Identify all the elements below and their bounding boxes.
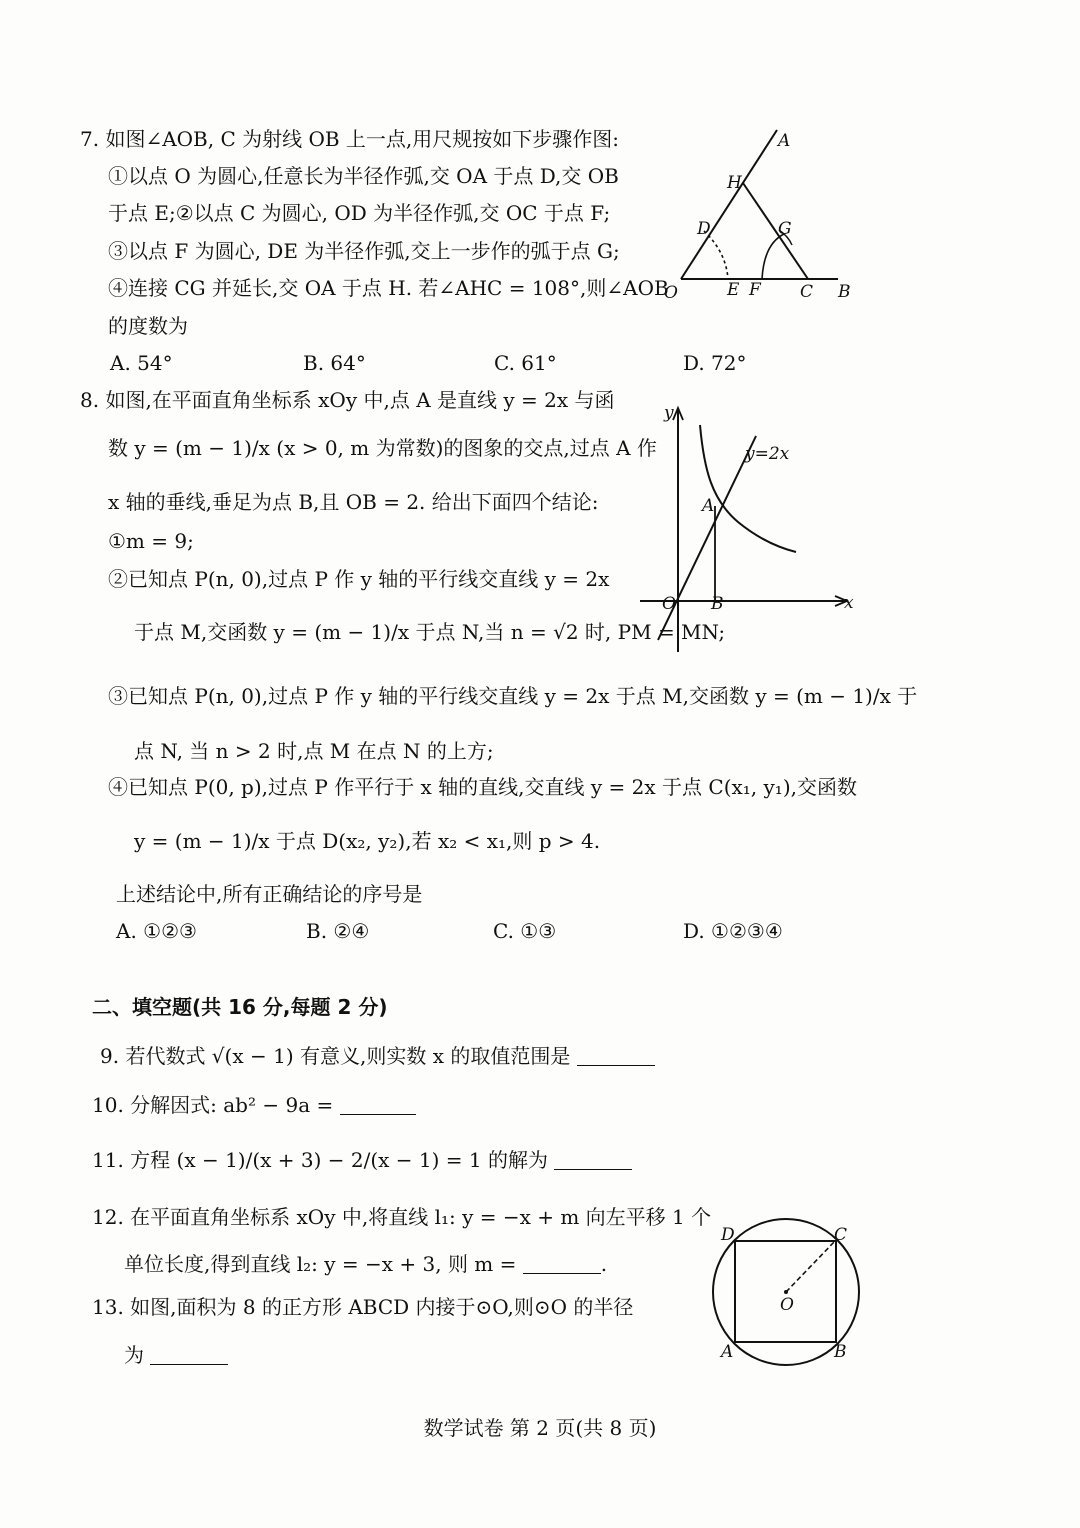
q8-line-9: ④已知点 P(0, p),过点 P 作平行于 x 轴的直线,交直线 y = 2x 于点 C(x₁, y₁),交函数: [108, 775, 857, 799]
radius-oc: [786, 1241, 835, 1292]
label-d: D: [697, 219, 711, 239]
q7-line-1: 7. 如图∠AOB, C 为射线 OB 上一点,用尺规按如下步骤作图:: [80, 127, 620, 151]
q8-line-1: 8. 如图,在平面直角坐标系 xOy 中,点 A 是直线 y = 2x 与函: [80, 388, 615, 412]
q8-option-a: A. ①②③: [116, 919, 197, 943]
q7-option-a: A. 54°: [110, 351, 173, 375]
label-f: F: [749, 280, 761, 300]
label-a: A: [721, 1342, 734, 1362]
q8-line-11: 上述结论中,所有正确结论的序号是: [116, 882, 423, 906]
label-e: E: [727, 280, 740, 300]
q8-line-2: 数 y = (m − 1)/x (x > 0, m 为常数)的图象的交点,过点 A 作: [108, 436, 657, 460]
q8-line-5: ②已知点 P(n, 0),过点 P 作 y 轴的平行线交直线 y = 2x: [108, 567, 610, 591]
label-line: y=2x: [745, 444, 790, 464]
q7-option-d: D. 72°: [683, 351, 747, 375]
q11-text: 11. 方程 (x − 1)/(x + 3) − 2/(x − 1) = 1 的解为: [92, 1148, 548, 1172]
center-o: [784, 1290, 788, 1294]
q8-line-8: 点 N, 当 n > 2 时,点 M 在点 N 的上方;: [134, 739, 494, 763]
q8-line-10: y = (m − 1)/x 于点 D(x₂, y₂),若 x₂ < x₁,则 p > 4.: [134, 829, 601, 853]
q7-line-3: 于点 E;②以点 C 为圆心, OD 为半径作弧,交 OC 于点 F;: [108, 201, 611, 225]
label-c: C: [834, 1225, 848, 1245]
q8-option-b: B. ②④: [306, 919, 370, 943]
q8-line-6: 于点 M,交函数 y = (m − 1)/x 于点 N,当 n = √2 时, PM = MN;: [134, 620, 726, 644]
q10-text: 10. 分解因式: ab² − 9a =: [92, 1093, 334, 1117]
label-c: C: [800, 282, 814, 302]
q7-option-c: C. 61°: [494, 351, 557, 375]
label-o: O: [662, 594, 676, 614]
q12-line-1: 12. 在平面直角坐标系 xOy 中,将直线 l₁: y = −x + m 向左平移 1 个: [92, 1205, 712, 1229]
q13-line-1: 13. 如图,面积为 8 的正方形 ABCD 内接于⊙O,则⊙O 的半径: [92, 1295, 634, 1319]
label-y: y: [664, 403, 674, 423]
q12-text: 单位长度,得到直线 l₂: y = −x + 3, 则 m =: [124, 1252, 517, 1276]
page-footer: 数学试卷 第 2 页(共 8 页): [423, 1416, 657, 1440]
label-o: O: [664, 283, 678, 303]
label-g: G: [778, 219, 792, 239]
q8-option-c: C. ①③: [493, 919, 557, 943]
q13-text: 为: [124, 1343, 144, 1367]
q7-option-b: B. 64°: [303, 351, 366, 375]
q8-option-d: D. ①②③④: [683, 919, 783, 943]
section-2-title: 二、填空题(共 16 分,每题 2 分): [92, 995, 388, 1019]
q7-line-2: ①以点 O 为圆心,任意长为半径作弧,交 OA 于点 D,交 OB: [108, 164, 619, 188]
q8-line-7: ③已知点 P(n, 0),过点 P 作 y 轴的平行线交直线 y = 2x 于点 M,交函数 y = (m − 1)/x 于: [108, 684, 918, 708]
q9-text: 9. 若代数式 √(x − 1) 有意义,则实数 x 的取值范围是: [100, 1044, 571, 1068]
q8-line-3: x 轴的垂线,垂足为点 B,且 OB = 2. 给出下面四个结论:: [108, 490, 599, 514]
label-b: B: [834, 1342, 847, 1362]
q12-line-2: 单位长度,得到直线 l₂: y = −x + 3, 则 m = .: [124, 1252, 608, 1276]
q8-line-4: ①m = 9;: [108, 529, 194, 553]
q7-line-4: ③以点 F 为圆心, DE 为半径作弧,交上一步作的弧于点 G;: [108, 239, 620, 263]
label-a: A: [702, 496, 715, 516]
q7-line-5: ④连接 CG 并延长,交 OA 于点 H. 若∠AHC = 108°,则∠AOB: [108, 276, 669, 300]
label-o: O: [780, 1295, 794, 1315]
label-a: A: [778, 131, 791, 151]
label-x: x: [844, 593, 854, 613]
label-d: D: [721, 1225, 735, 1245]
q7-line-6: 的度数为: [108, 314, 188, 338]
label-h: H: [727, 173, 742, 193]
label-b: B: [838, 282, 851, 302]
label-b: B: [711, 594, 724, 614]
